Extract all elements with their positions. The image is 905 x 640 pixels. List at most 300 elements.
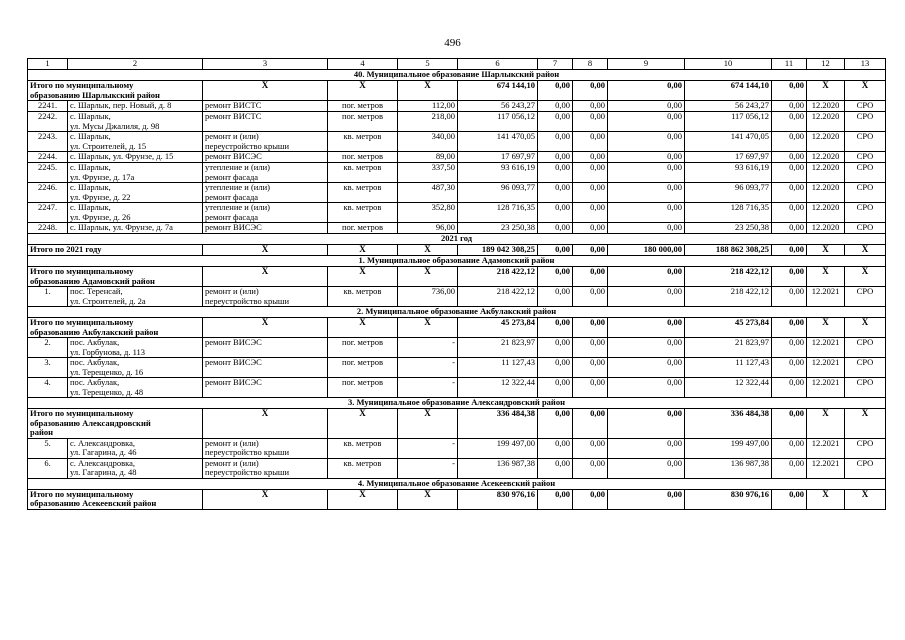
cell-amount: 0,00 xyxy=(538,489,573,509)
method-cell: СРО xyxy=(845,112,886,132)
header-cell: 3 xyxy=(203,59,328,70)
cell-line: ремонт и (или) xyxy=(205,458,259,468)
cell-line: ремонт и (или) xyxy=(205,438,259,448)
method-cell: СРО xyxy=(845,458,886,478)
cell-amount: 218 422,12 xyxy=(458,267,538,287)
cell-line: ремонт и (или) xyxy=(205,286,259,296)
cell-amount: 180 000,00 xyxy=(608,245,685,256)
cell-line: пос. Акбулак, xyxy=(70,357,120,367)
cell-amount: 117 056,12 xyxy=(685,112,772,132)
section-title: 40. Муниципальное образование Шарлыкский район xyxy=(28,70,886,81)
cell-amount: 0,00 xyxy=(608,458,685,478)
section-row xyxy=(28,398,886,409)
total-label xyxy=(28,409,203,439)
cell-amount: 0,00 xyxy=(772,438,807,458)
cell-amount: 0,00 xyxy=(772,223,807,234)
cell-line: ул. Строителей, д. 2а xyxy=(70,295,146,306)
work-type-cell xyxy=(203,223,328,234)
cell-x: X xyxy=(328,81,398,101)
cell-amount: 0,00 xyxy=(772,358,807,378)
cell-amount: 0,00 xyxy=(573,223,608,234)
cell-x: X xyxy=(845,245,886,256)
cell-amount: 830 976,16 xyxy=(458,489,538,509)
cell-amount: 0,00 xyxy=(608,163,685,183)
cell-amount: 136 987,38 xyxy=(685,458,772,478)
cell-amount: 0,00 xyxy=(608,183,685,203)
volume-cell: - xyxy=(398,358,458,378)
table-row xyxy=(28,458,886,478)
row-number: 2. xyxy=(28,338,68,358)
cell-amount: 0,00 xyxy=(608,132,685,152)
total-row xyxy=(28,318,886,338)
cell-amount: 0,00 xyxy=(608,101,685,112)
method-cell: СРО xyxy=(845,287,886,307)
cell-x: X xyxy=(398,489,458,509)
work-type-cell xyxy=(203,358,328,378)
cell-amount: 0,00 xyxy=(772,112,807,132)
cell-x: X xyxy=(845,489,886,509)
table-row xyxy=(28,378,886,398)
cell-line: образованию Акбулакский район xyxy=(30,326,159,337)
cell-amount: 674 144,10 xyxy=(458,81,538,101)
cell-amount: 218 422,12 xyxy=(685,287,772,307)
deadline-cell: 12.2021 xyxy=(807,458,845,478)
header-cell: 13 xyxy=(845,59,886,70)
total-label xyxy=(28,245,203,256)
cell-line: с. Шарлык, xyxy=(70,162,111,172)
cell-line: образованию Адамовский район xyxy=(30,275,155,286)
cell-amount: 0,00 xyxy=(538,338,573,358)
cell-x: X xyxy=(328,245,398,256)
cell-amount: 0,00 xyxy=(608,287,685,307)
work-type-cell xyxy=(203,338,328,358)
cell-x: X xyxy=(203,318,328,338)
address-cell xyxy=(68,358,203,378)
cell-amount: 0,00 xyxy=(772,458,807,478)
cell-amount: 0,00 xyxy=(573,358,608,378)
cell-line: ул. Терещенко, д. 16 xyxy=(70,366,144,377)
deadline-cell: 12.2020 xyxy=(807,203,845,223)
deadline-cell: 12.2020 xyxy=(807,132,845,152)
cell-amount: 188 862 308,25 xyxy=(685,245,772,256)
method-cell: СРО xyxy=(845,183,886,203)
header-cell: 1 xyxy=(28,59,68,70)
cell-amount: 12 322,44 xyxy=(685,378,772,398)
header-cell: 12 xyxy=(807,59,845,70)
cell-amount: 0,00 xyxy=(538,438,573,458)
cell-line: район xyxy=(30,427,54,437)
table-row xyxy=(28,203,886,223)
header-cell: 2 xyxy=(68,59,203,70)
cell-amount: 56 243,27 xyxy=(458,101,538,112)
cell-amount: 199 497,00 xyxy=(458,438,538,458)
address-cell xyxy=(68,152,203,163)
cell-amount: 0,00 xyxy=(608,358,685,378)
row-number: 2241. xyxy=(28,101,68,112)
cell-amount: 21 823,97 xyxy=(685,338,772,358)
cell-line: ремонт ВИСЭС xyxy=(205,357,262,367)
cell-amount: 0,00 xyxy=(608,378,685,398)
header-cell: 7 xyxy=(538,59,573,70)
work-type-cell xyxy=(203,458,328,478)
cell-amount: 218 422,12 xyxy=(458,287,538,307)
cell-amount: 117 056,12 xyxy=(458,112,538,132)
cell-amount: 136 987,38 xyxy=(458,458,538,478)
address-cell xyxy=(68,287,203,307)
total-row xyxy=(28,245,886,256)
header-cell: 5 xyxy=(398,59,458,70)
cell-line: ул. Мусы Джалиля, д. 98 xyxy=(70,120,160,131)
table-row xyxy=(28,183,886,203)
row-number: 2243. xyxy=(28,132,68,152)
address-cell xyxy=(68,378,203,398)
cell-x: X xyxy=(203,409,328,439)
cell-amount: 0,00 xyxy=(538,267,573,287)
address-cell xyxy=(68,438,203,458)
cell-line: переустройство крыши xyxy=(205,295,290,306)
address-cell xyxy=(68,183,203,203)
cell-line: с. Шарлык, xyxy=(70,182,111,192)
cell-line: ул. Фрунзе, д. 22 xyxy=(70,191,131,202)
cell-line: ремонт фасада xyxy=(205,211,259,222)
deadline-cell: 12.2021 xyxy=(807,438,845,458)
cell-amount: 336 484,38 xyxy=(685,409,772,439)
section-title: 2021 год xyxy=(28,234,886,245)
unit-cell: пог. метров xyxy=(328,112,398,132)
cell-amount: 0,00 xyxy=(538,378,573,398)
cell-amount: 11 127,43 xyxy=(685,358,772,378)
header-cell: 8 xyxy=(573,59,608,70)
cell-amount: 0,00 xyxy=(538,223,573,234)
cell-line: ремонт фасада xyxy=(205,171,259,182)
cell-amount: 0,00 xyxy=(538,183,573,203)
total-label xyxy=(28,489,203,509)
work-type-cell xyxy=(203,101,328,112)
cell-x: X xyxy=(807,81,845,101)
cell-line: пос. Акбулак, xyxy=(70,377,120,387)
cell-amount: 0,00 xyxy=(608,318,685,338)
cell-line: ул. Горбунова, д. 113 xyxy=(70,346,146,357)
address-cell xyxy=(68,112,203,132)
method-cell: СРО xyxy=(845,223,886,234)
section-title: 3. Муниципальное образование Александровский район xyxy=(28,398,886,409)
address-cell xyxy=(68,101,203,112)
cell-amount: 0,00 xyxy=(538,458,573,478)
cell-amount: 0,00 xyxy=(538,81,573,101)
row-number: 3. xyxy=(28,358,68,378)
table-row xyxy=(28,287,886,307)
deadline-cell: 12.2020 xyxy=(807,163,845,183)
address-cell xyxy=(68,132,203,152)
cell-line: Итого по муниципальному xyxy=(30,408,134,418)
table-row xyxy=(28,223,886,234)
cell-amount: 0,00 xyxy=(538,101,573,112)
section-title: 2. Муниципальное образование Акбулакский район xyxy=(28,307,886,318)
volume-cell: - xyxy=(398,378,458,398)
cell-amount: 23 250,38 xyxy=(685,223,772,234)
cell-line: переустройство крыши xyxy=(205,140,290,151)
cell-amount: 0,00 xyxy=(538,358,573,378)
deadline-cell: 12.2020 xyxy=(807,183,845,203)
cell-line: с. Александровка, xyxy=(70,458,136,468)
row-number: 2244. xyxy=(28,152,68,163)
table-row xyxy=(28,438,886,458)
row-number: 2242. xyxy=(28,112,68,132)
header-cell: 9 xyxy=(608,59,685,70)
cell-amount: 0,00 xyxy=(538,152,573,163)
cell-x: X xyxy=(328,489,398,509)
cell-amount: 93 616,19 xyxy=(458,163,538,183)
cell-amount: 0,00 xyxy=(608,203,685,223)
deadline-cell: 12.2021 xyxy=(807,287,845,307)
deadline-cell: 12.2020 xyxy=(807,112,845,132)
cell-line: с. Шарлык, xyxy=(70,131,111,141)
work-type-cell xyxy=(203,287,328,307)
header-cell: 11 xyxy=(772,59,807,70)
table-row xyxy=(28,358,886,378)
work-type-cell xyxy=(203,132,328,152)
cell-amount: 0,00 xyxy=(538,287,573,307)
cell-amount: 0,00 xyxy=(608,81,685,101)
row-number: 2245. xyxy=(28,163,68,183)
volume-cell: 337,50 xyxy=(398,163,458,183)
cell-amount: 0,00 xyxy=(772,378,807,398)
cell-line: переустройство крыши xyxy=(205,467,290,477)
cell-x: X xyxy=(328,318,398,338)
volume-cell: 112,00 xyxy=(398,101,458,112)
cell-amount: 0,00 xyxy=(608,223,685,234)
cell-amount: 128 716,35 xyxy=(458,203,538,223)
cell-amount: 0,00 xyxy=(772,132,807,152)
volume-cell: - xyxy=(398,458,458,478)
method-cell: СРО xyxy=(845,338,886,358)
volume-cell: 218,00 xyxy=(398,112,458,132)
cell-amount: 0,00 xyxy=(573,458,608,478)
cell-amount: 0,00 xyxy=(772,81,807,101)
volume-cell: 340,00 xyxy=(398,132,458,152)
total-row xyxy=(28,489,886,509)
section-row xyxy=(28,256,886,267)
total-label xyxy=(28,318,203,338)
cell-x: X xyxy=(328,267,398,287)
cell-x: X xyxy=(807,267,845,287)
row-number: 4. xyxy=(28,378,68,398)
cell-line: утепление и (или) xyxy=(205,202,270,212)
cell-amount: 189 042 308,25 xyxy=(458,245,538,256)
unit-cell: пог. метров xyxy=(328,338,398,358)
cell-x: X xyxy=(328,409,398,439)
cell-line: ул. Фрунзе, д. 17а xyxy=(70,171,135,182)
table-row xyxy=(28,152,886,163)
cell-amount: 0,00 xyxy=(538,132,573,152)
cell-line: Итого по 2021 году xyxy=(30,244,102,254)
cell-amount: 0,00 xyxy=(772,318,807,338)
section-row xyxy=(28,307,886,318)
cell-amount: 336 484,38 xyxy=(458,409,538,439)
cell-amount: 17 697,97 xyxy=(685,152,772,163)
cell-amount: 23 250,38 xyxy=(458,223,538,234)
row-number: 2247. xyxy=(28,203,68,223)
cell-amount: 0,00 xyxy=(538,409,573,439)
cell-x: X xyxy=(845,81,886,101)
section-title: 1. Муниципальное образование Адамовский район xyxy=(28,256,886,267)
cell-amount: 0,00 xyxy=(573,101,608,112)
cell-line: Итого по муниципальному xyxy=(30,489,134,499)
unit-cell: кв. метров xyxy=(328,458,398,478)
cell-amount: 21 823,97 xyxy=(458,338,538,358)
method-cell: СРО xyxy=(845,358,886,378)
cell-amount: 0,00 xyxy=(573,183,608,203)
cell-x: X xyxy=(807,409,845,439)
unit-cell: кв. метров xyxy=(328,203,398,223)
cell-amount: 0,00 xyxy=(772,489,807,509)
cell-amount: 0,00 xyxy=(538,245,573,256)
unit-cell: пог. метров xyxy=(328,152,398,163)
cell-x: X xyxy=(845,267,886,287)
cell-x: X xyxy=(845,318,886,338)
work-type-cell xyxy=(203,438,328,458)
row-number: 6. xyxy=(28,458,68,478)
volume-cell: 736,00 xyxy=(398,287,458,307)
work-type-cell xyxy=(203,183,328,203)
method-cell: СРО xyxy=(845,378,886,398)
cell-amount: 0,00 xyxy=(573,409,608,439)
work-type-cell xyxy=(203,378,328,398)
cell-x: X xyxy=(398,409,458,439)
section-row xyxy=(28,478,886,489)
cell-amount: 56 243,27 xyxy=(685,101,772,112)
cell-amount: 0,00 xyxy=(608,438,685,458)
section-title: 4. Муниципальное образование Асекеевский район xyxy=(28,478,886,489)
cell-amount: 0,00 xyxy=(772,163,807,183)
cell-line: ул. Терещенко, д. 48 xyxy=(70,386,144,397)
volume-cell: 487,30 xyxy=(398,183,458,203)
cell-line: с. Шарлык, xyxy=(70,202,111,212)
address-cell xyxy=(68,203,203,223)
total-row xyxy=(28,81,886,101)
cell-amount: 0,00 xyxy=(573,489,608,509)
unit-cell: пог. метров xyxy=(328,358,398,378)
method-cell: СРО xyxy=(845,101,886,112)
section-row xyxy=(28,234,886,245)
total-row xyxy=(28,267,886,287)
cell-line: с. Шарлык, пер. Новый, д. 8 xyxy=(70,100,172,110)
cell-amount: 141 470,05 xyxy=(458,132,538,152)
cell-x: X xyxy=(398,245,458,256)
row-number: 1. xyxy=(28,287,68,307)
cell-amount: 0,00 xyxy=(608,409,685,439)
cell-amount: 0,00 xyxy=(772,152,807,163)
cell-x: X xyxy=(398,81,458,101)
cell-amount: 0,00 xyxy=(772,409,807,439)
cell-amount: 0,00 xyxy=(573,245,608,256)
method-cell: СРО xyxy=(845,152,886,163)
cell-amount: 141 470,05 xyxy=(685,132,772,152)
cell-amount: 0,00 xyxy=(573,267,608,287)
cell-amount: 0,00 xyxy=(573,163,608,183)
cell-amount: 0,00 xyxy=(573,152,608,163)
cell-amount: 12 322,44 xyxy=(458,378,538,398)
cell-line: ул. Гагарина, д. 48 xyxy=(70,467,137,477)
section-row xyxy=(28,70,886,81)
cell-amount: 674 144,10 xyxy=(685,81,772,101)
cell-amount: 0,00 xyxy=(772,245,807,256)
cell-amount: 0,00 xyxy=(573,112,608,132)
volume-cell: - xyxy=(398,438,458,458)
method-cell: СРО xyxy=(845,438,886,458)
cell-amount: 45 273,84 xyxy=(685,318,772,338)
cell-line: пос. Теренсай, xyxy=(70,286,123,296)
cell-x: X xyxy=(203,267,328,287)
cell-x: X xyxy=(203,245,328,256)
header-cell: 10 xyxy=(685,59,772,70)
cell-line: с. Шарлык, xyxy=(70,111,111,121)
cell-x: X xyxy=(398,267,458,287)
cell-amount: 199 497,00 xyxy=(685,438,772,458)
cell-x: X xyxy=(203,81,328,101)
cell-line: утепление и (или) xyxy=(205,182,270,192)
work-type-cell xyxy=(203,152,328,163)
header-row xyxy=(28,59,886,70)
cell-line: утепление и (или) xyxy=(205,162,270,172)
cell-amount: 11 127,43 xyxy=(458,358,538,378)
cell-line: образованию Шарлыкский район xyxy=(30,89,160,100)
unit-cell: кв. метров xyxy=(328,183,398,203)
cell-amount: 0,00 xyxy=(608,489,685,509)
register-table xyxy=(27,58,886,510)
cell-line: ул. Гагарина, д. 46 xyxy=(70,447,137,457)
cell-amount: 0,00 xyxy=(772,267,807,287)
total-label xyxy=(28,267,203,287)
cell-amount: 0,00 xyxy=(573,203,608,223)
cell-x: X xyxy=(398,318,458,338)
cell-amount: 0,00 xyxy=(573,438,608,458)
cell-line: переустройство крыши xyxy=(205,447,290,457)
cell-line: ремонт ВИСЭС xyxy=(205,151,262,161)
table-row xyxy=(28,112,886,132)
cell-amount: 17 697,97 xyxy=(458,152,538,163)
cell-line: ремонт ВИСТС xyxy=(205,111,262,121)
unit-cell: пог. метров xyxy=(328,101,398,112)
cell-amount: 0,00 xyxy=(538,112,573,132)
cell-x: X xyxy=(807,318,845,338)
method-cell: СРО xyxy=(845,203,886,223)
cell-amount: 0,00 xyxy=(772,338,807,358)
cell-amount: 0,00 xyxy=(608,267,685,287)
deadline-cell: 12.2020 xyxy=(807,223,845,234)
page-number: 496 xyxy=(444,37,461,49)
cell-amount: 0,00 xyxy=(608,152,685,163)
table-row xyxy=(28,132,886,152)
cell-x: X xyxy=(203,489,328,509)
cell-line: с. Александровка, xyxy=(70,438,136,448)
cell-amount: 128 716,35 xyxy=(685,203,772,223)
work-type-cell xyxy=(203,112,328,132)
cell-amount: 0,00 xyxy=(538,203,573,223)
table-row xyxy=(28,163,886,183)
volume-cell: 352,80 xyxy=(398,203,458,223)
volume-cell: - xyxy=(398,338,458,358)
total-row xyxy=(28,409,886,439)
cell-line: Итого по муниципальному xyxy=(30,80,134,90)
cell-amount: 0,00 xyxy=(538,318,573,338)
unit-cell: кв. метров xyxy=(328,438,398,458)
address-cell xyxy=(68,223,203,234)
cell-amount: 0,00 xyxy=(772,287,807,307)
deadline-cell: 12.2021 xyxy=(807,378,845,398)
header-cell: 4 xyxy=(328,59,398,70)
volume-cell: 96,00 xyxy=(398,223,458,234)
